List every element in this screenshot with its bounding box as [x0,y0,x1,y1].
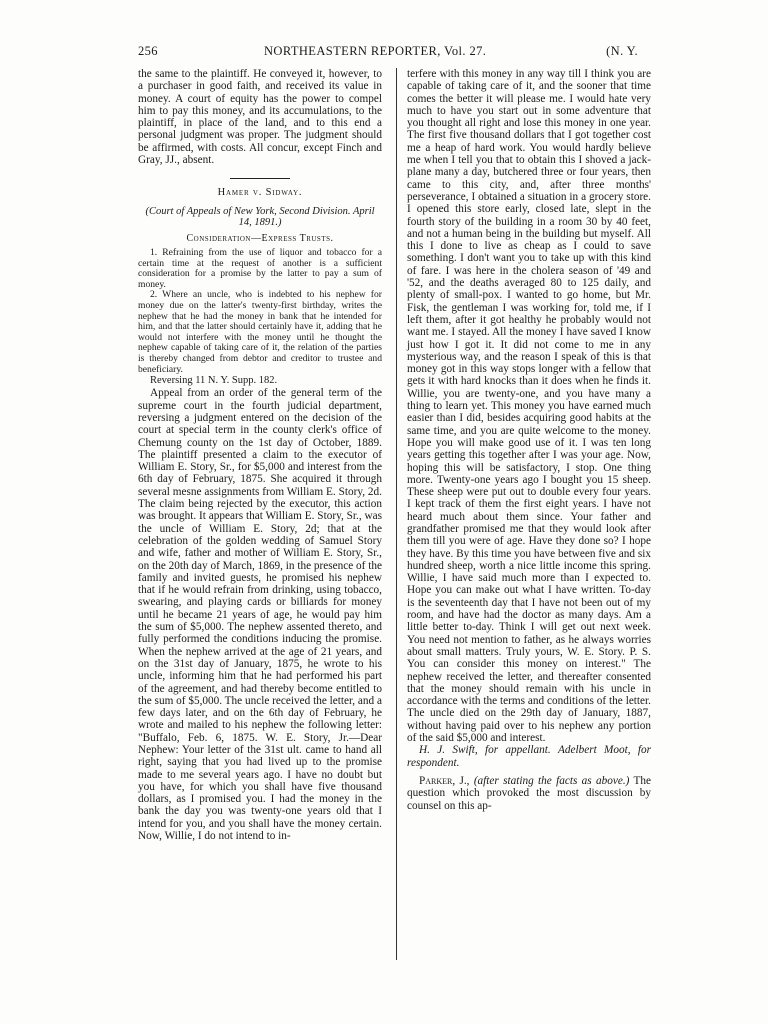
opinion-start [407,775,651,812]
opinion-parenthetical: (after stating the facts as above.) [473,774,630,787]
reversing-citation: Reversing 11 N. Y. Supp. 182. [150,375,278,387]
reporter-title: NORTHEASTERN REPORTER, Vol. 27. [264,44,487,58]
state-abbrev: (N. Y. [606,44,638,58]
right-column [407,68,651,812]
opinion-text: The question which provoked the most discussion by counsel on this ap- [407,774,652,812]
counsel-appellant: H. J. Swift, for appellant. [419,744,551,757]
headnote-topic: Consideration—Express Trusts. [186,232,334,244]
prev-case-conclusion: the same to the plaintiff. He conveyed it, however, to a purchaser in good faith, and received its value in money. A court of equity has the power to compel him to pay this money, and its accumulations, to the plaintiff, in place of the land, and to this end a personal judgment was proper. The judgment should be affirmed, with costs. All concur, except Finch and Gray, JJ., absent. [138,68,382,167]
letter-continuation: terfere with this money in any way till I think you are capable of taking care of it, and the sooner that time comes the better it will please me. I would hate very much to have you start out in some adventure that you thought all right and lose this money in one year. The first five thousand dollars that I got together cost me a heap of hard work. You would hardly believe me when I tell you that to obtain this I shoved a jack-plane many a day, butchered three or four years, then came to this city, and, after three months' perseverance, I obtained a situation in a grocery store. I opened this store early, closed late, slept in the fourth story of the building in a room 30 by 40 feet, and not a human being in the building but myself. All this I done to live as cheap as I could to save something. I don't want you to take up with this kind of fare. I was here in the cholera season of '49 and '52, and the deaths averaged 80 to 125 daily, and plenty of small-pox. I wanted to go home, but Mr. Fisk, the gentleman I was working for, told me, if I left them, after it got healthy he probably would not want me. I stayed. All the money I have saved I know just how I got it. It did not come to me in any mysterious way, and the reason I speak of this is that money got in this way stops longer with a fellow that gets it with hard knocks than it does when he finds it. Willie, you are twenty-one, and you have many a thing to learn yet. This money you have earned much easier than I did, besides acquiring good habits at the same time, and you are quite welcome to the money. Hope you will make good use of it. I was ten long years getting this together after I was your age. Now, hoping this will be satisfactory, I stop. One thing more. Twenty-one years ago I bought you 15 sheep. These sheep were put out to double every four years. I kept track of them the first eight years. I have not heard much about them since. Your father and grandfather promised me that they would look after them till you were of age. Have they done so? I hope they have. By this time you have between five and six hundred sheep, worth a nice little income this spring. Willie, I have said much more than I expected to. Hope you can make out what I have written. To-day is the seventeenth day that I have not been out of my room, and have had the doctor as many days. Am a little better to-day. Think I will get out next week. You need not mention to father, as he always worries about small matters. Truly yours, W. E. Story. P. S. You can consider this money on interest." The nephew received the letter, and thereafter consented that the money should remain with his uncle in accordance with the terms and conditions of the letter. The uncle died on the 29th day of January, 1887, without having paid over to his nephew any portion of the said $5,000 and interest. [407,68,651,745]
headnote-1: 1. Refraining from the use of liquor and tobacco for a certain time at the request of another is a sufficient consideration for a promise by the latter to pay a sum of money. [138,246,382,290]
column-divider [396,68,397,960]
running-header [138,44,638,60]
opinion-author: Parker, J., [419,774,470,787]
page-number: 256 [138,44,158,58]
statement-of-facts: Appeal from an order of the general term of the supreme court in the fourth judicial department, reversing a judgment entered on the decision of the court at special term in the county clerk's office of Chemung county on the 1st day of October, 1889. The plaintiff presented a claim to the executor of William E. Story, Sr., for $5,000 and interest from the 6th day of February, 1875. She acquired it through several mesne assignments from William E. Story, 2d. The claim being rejected by the executor, this action was brought. It appears that William E. Story, Sr., was the uncle of William E. Story, 2d; that at the celebration of the golden wedding of Samuel Story and wife, father and mother of William E. Story, Sr., on the 20th day of March, 1869, in the presence of the family and invited guests, he promised his nephew that if he would refrain from drinking, using tobacco, swearing, and playing cards or billiards for money until he became 21 years of age, he would pay him the sum of $5,000. The nephew assented thereto, and fully performed the conditions inducing the promise. When the nephew arrived at the age of 21 years, and on the 31st day of January, 1875, he wrote to his uncle, informing him that he had performed his part of the agreement, and had thereby become entitled to the sum of $5,000. The uncle received the letter, and a few days later, and on the 6th day of February, he wrote and mailed to his nephew the following letter: "Buffalo, Feb. 6, 1875. W. E. Story, Jr.—Dear Nephew: Your letter of the 31st ult. came to hand all right, saying that you had lived up to the promise made to me several years ago. I have no doubt but you have, for which you shall have five thousand dollars, as I promised you. I had the money in the bank the day you was twenty-one years old that I intend for you, and you shall have the money certain. Now, Willie, I do not intend to in- [138,387,382,843]
left-column [138,68,382,842]
court-line: (Court of Appeals of New York, Second Division. April 14, 1891.) [145,205,375,229]
counsel-respondent: Adelbert Moot, for respondent. [407,744,651,769]
headnote-2: 2. Where an uncle, who is indebted to his nephew for money due on the latter's twenty-first birthday, writes the nephew that he had the money in bank that he intended for him, and that the latter should certainly have it, adding that he would not interfere with the money until he thought the nephew capable of taking care of it, the relation of the parties is thereby changed from debtor and creditor to trustee and beneficiary. [138,289,382,375]
case-title: Hamer v. Sidway. [138,178,382,199]
counsel-line [407,744,651,769]
